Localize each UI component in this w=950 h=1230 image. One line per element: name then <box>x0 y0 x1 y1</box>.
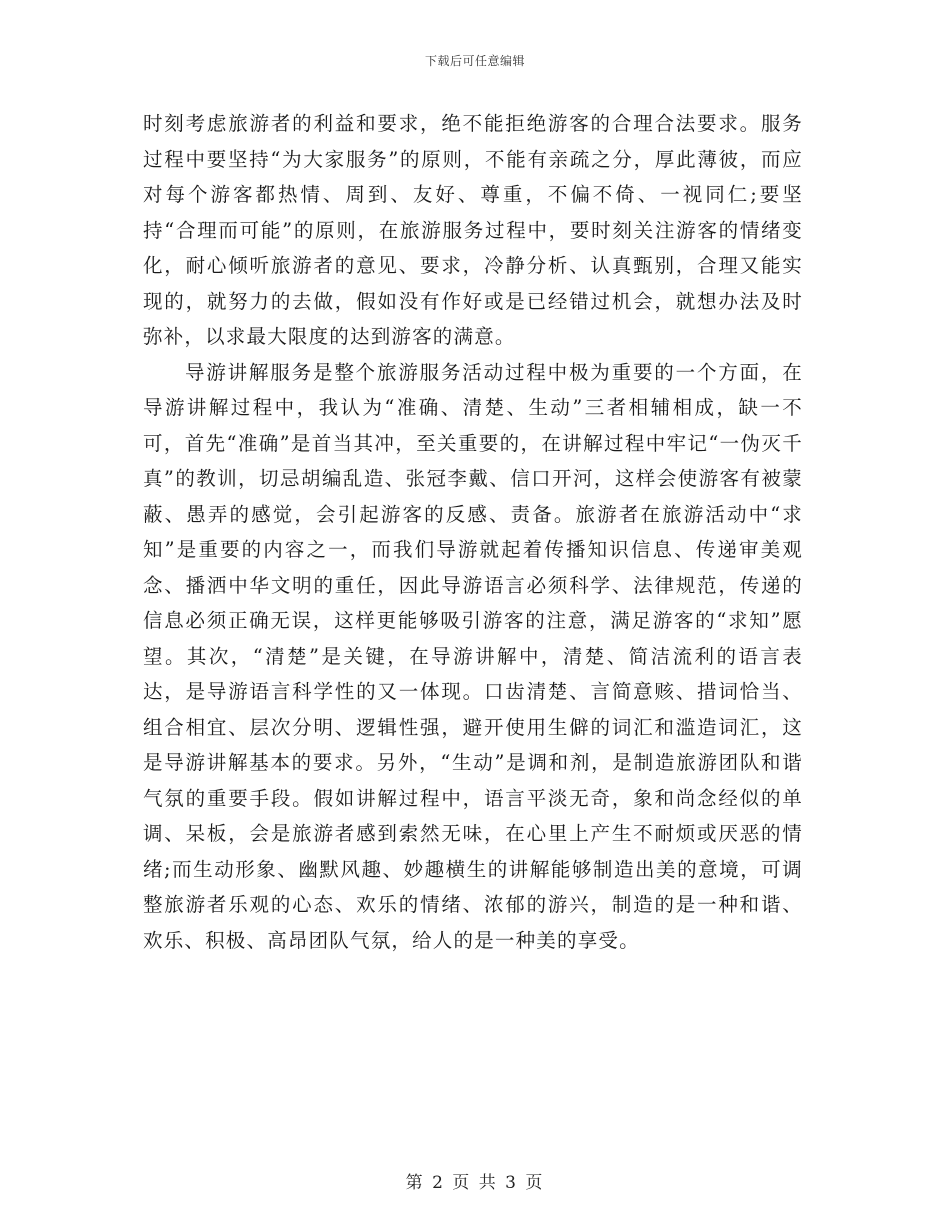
page-number-footer: 第 2 页 共 3 页 <box>405 1173 545 1193</box>
document-body <box>143 106 803 958</box>
page-header: 下载后可任意编辑 <box>424 54 525 68</box>
paragraph-1: 时刻考虑旅游者的利益和要求，绝不能拒绝游客的合理合法要求。服务过程中要坚持“为大家服务”的原则，不能有亲疏之分，厚此薄彼，而应对每个游客都热情、周到、友好、尊重，不偏不倚、一视同仁;要坚持“合理而可能”的原则，在旅游服务过程中，要时刻关注游客的情绪变化，耐心倾听旅游者的意见、要求，冷静分析、认真甄别，合理又能实现的，就努力的去做，假如没有作好或是已经错过机会，就想办法及时弥补，以求最大限度的达到游客的满意。 <box>143 112 803 348</box>
paragraph-2: 导游讲解服务是整个旅游服务活动过程中极为重要的一个方面，在导游讲解过程中，我认为“准确、清楚、生动”三者相辅相成，缺一不可，首先“准确”是首当其冲，至关重要的，在讲解过程中牢记“一伪灭千真”的教训，切忌胡编乱造、张冠李戴、信口开河，这样会使游客有被蒙蔽、愚弄的感觉，会引起游客的反感、责备。旅游者在旅游活动中“求知”是重要的内容之一，而我们导游就起着传播知识信息、传递审美观念、播洒中华文明的重任，因此导游语言必须科学、法律规范，传递的信息必须正确无误，这样更能够吸引游客的注意，满足游客的“求知”愿望。其次，“清楚”是关键，在导游讲解中，清楚、简洁流利的语言表达，是导游语言科学性的又一体现。口齿清楚、言简意赅、措词恰当、组合相宜、层次分明、逻辑性强，避开使用生僻的词汇和滥造词汇，这是导游讲解基本的要求。另外，“生动”是调和剂，是制造旅游团队和谐气氛的重要手段。假如讲解过程中，语言平淡无奇，象和尚念经似的单调、呆板，会是旅游者感到索然无味，在心里上产生不耐烦或厌恶的情绪;而生动形象、幽默风趣、妙趣横生的讲解能够制造出美的意境，可调整旅游者乐观的心态、欢乐的情绪、浓郁的游兴，制造的是一种和谐、欢乐、积极、高昂团队气氛，给人的是一种美的享受。 <box>143 360 803 952</box>
